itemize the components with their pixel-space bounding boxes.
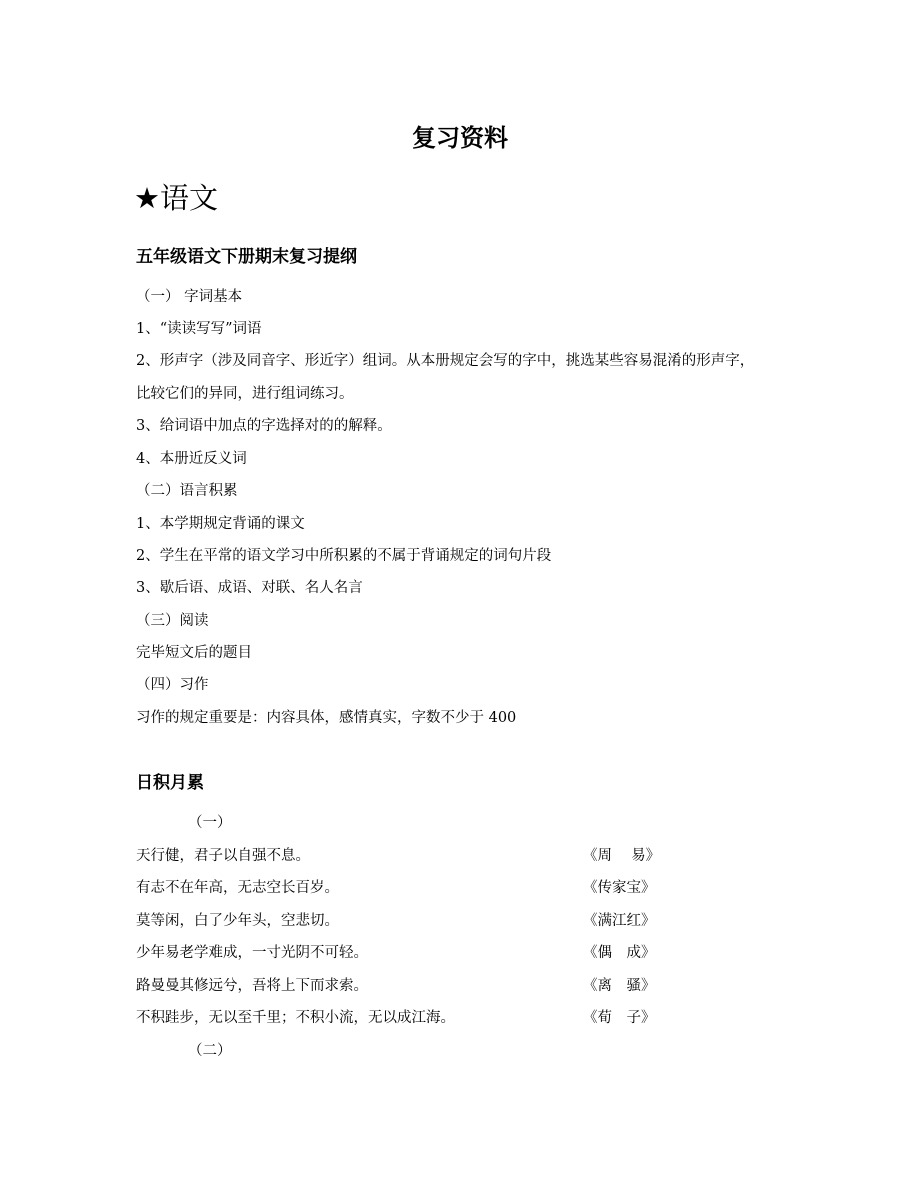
quote-text: 有志不在年高，无志空长百岁。	[136, 880, 339, 896]
section-label: （二）	[188, 1043, 232, 1059]
outline-line: （四）习作	[136, 677, 209, 693]
daily-heading: 日积月累	[136, 773, 204, 793]
outline-line: 3、给词语中加点的字选择对的的解释。	[136, 418, 392, 434]
section-label: （一）	[188, 815, 232, 831]
outline-line: （一） 字词基本	[136, 289, 243, 305]
outline-heading: 五年级语文下册期末复习提纲	[136, 247, 357, 267]
outline-line: 3、歇后语、成语、对联、名人名言	[136, 580, 363, 596]
outline-line: 2、形声字（涉及同音字、形近字）组词。从本册规定会写的字中，挑选某些容易混淆的形声字，	[136, 353, 755, 369]
quote-text: 少年易老学难成，一寸光阴不可轻。	[136, 945, 368, 961]
quote-source: 《周 易》	[583, 848, 661, 864]
quote-source: 《满江红》	[583, 913, 656, 929]
outline-line: 4、本册近反义词	[136, 451, 247, 467]
outline-line: 1、“读读写写”词语	[136, 321, 262, 337]
quote-source: 《偶 成》	[583, 945, 656, 961]
page-title: 复习资料	[412, 124, 508, 152]
quote-text: 天行健，君子以自强不息。	[136, 848, 310, 864]
quote-source: 《传家宝》	[583, 880, 656, 896]
quote-text: 不积跬步，无以至千里；不积小流，无以成江海。	[136, 1010, 455, 1026]
outline-line: （二）语言积累	[136, 483, 238, 499]
subject-heading: ★语文	[134, 181, 218, 215]
outline-line: 完毕短文后的题目	[136, 645, 252, 661]
outline-line: 比较它们的异同，进行组词练习。	[136, 386, 354, 402]
quote-source: 《离 骚》	[583, 978, 656, 994]
quote-source: 《荀 子》	[583, 1010, 656, 1026]
outline-line: 2、学生在平常的语文学习中所积累的不属于背诵规定的词句片段	[136, 548, 552, 564]
outline-line: 习作的规定重要是：内容具体，感情真实，字数不少于 400	[136, 710, 517, 726]
outline-line: 1、本学期规定背诵的课文	[136, 516, 305, 532]
quote-text: 路曼曼其修远兮，吾将上下而求索。	[136, 978, 368, 994]
outline-line: （三）阅读	[136, 613, 209, 629]
quote-text: 莫等闲，白了少年头，空悲切。	[136, 913, 339, 929]
